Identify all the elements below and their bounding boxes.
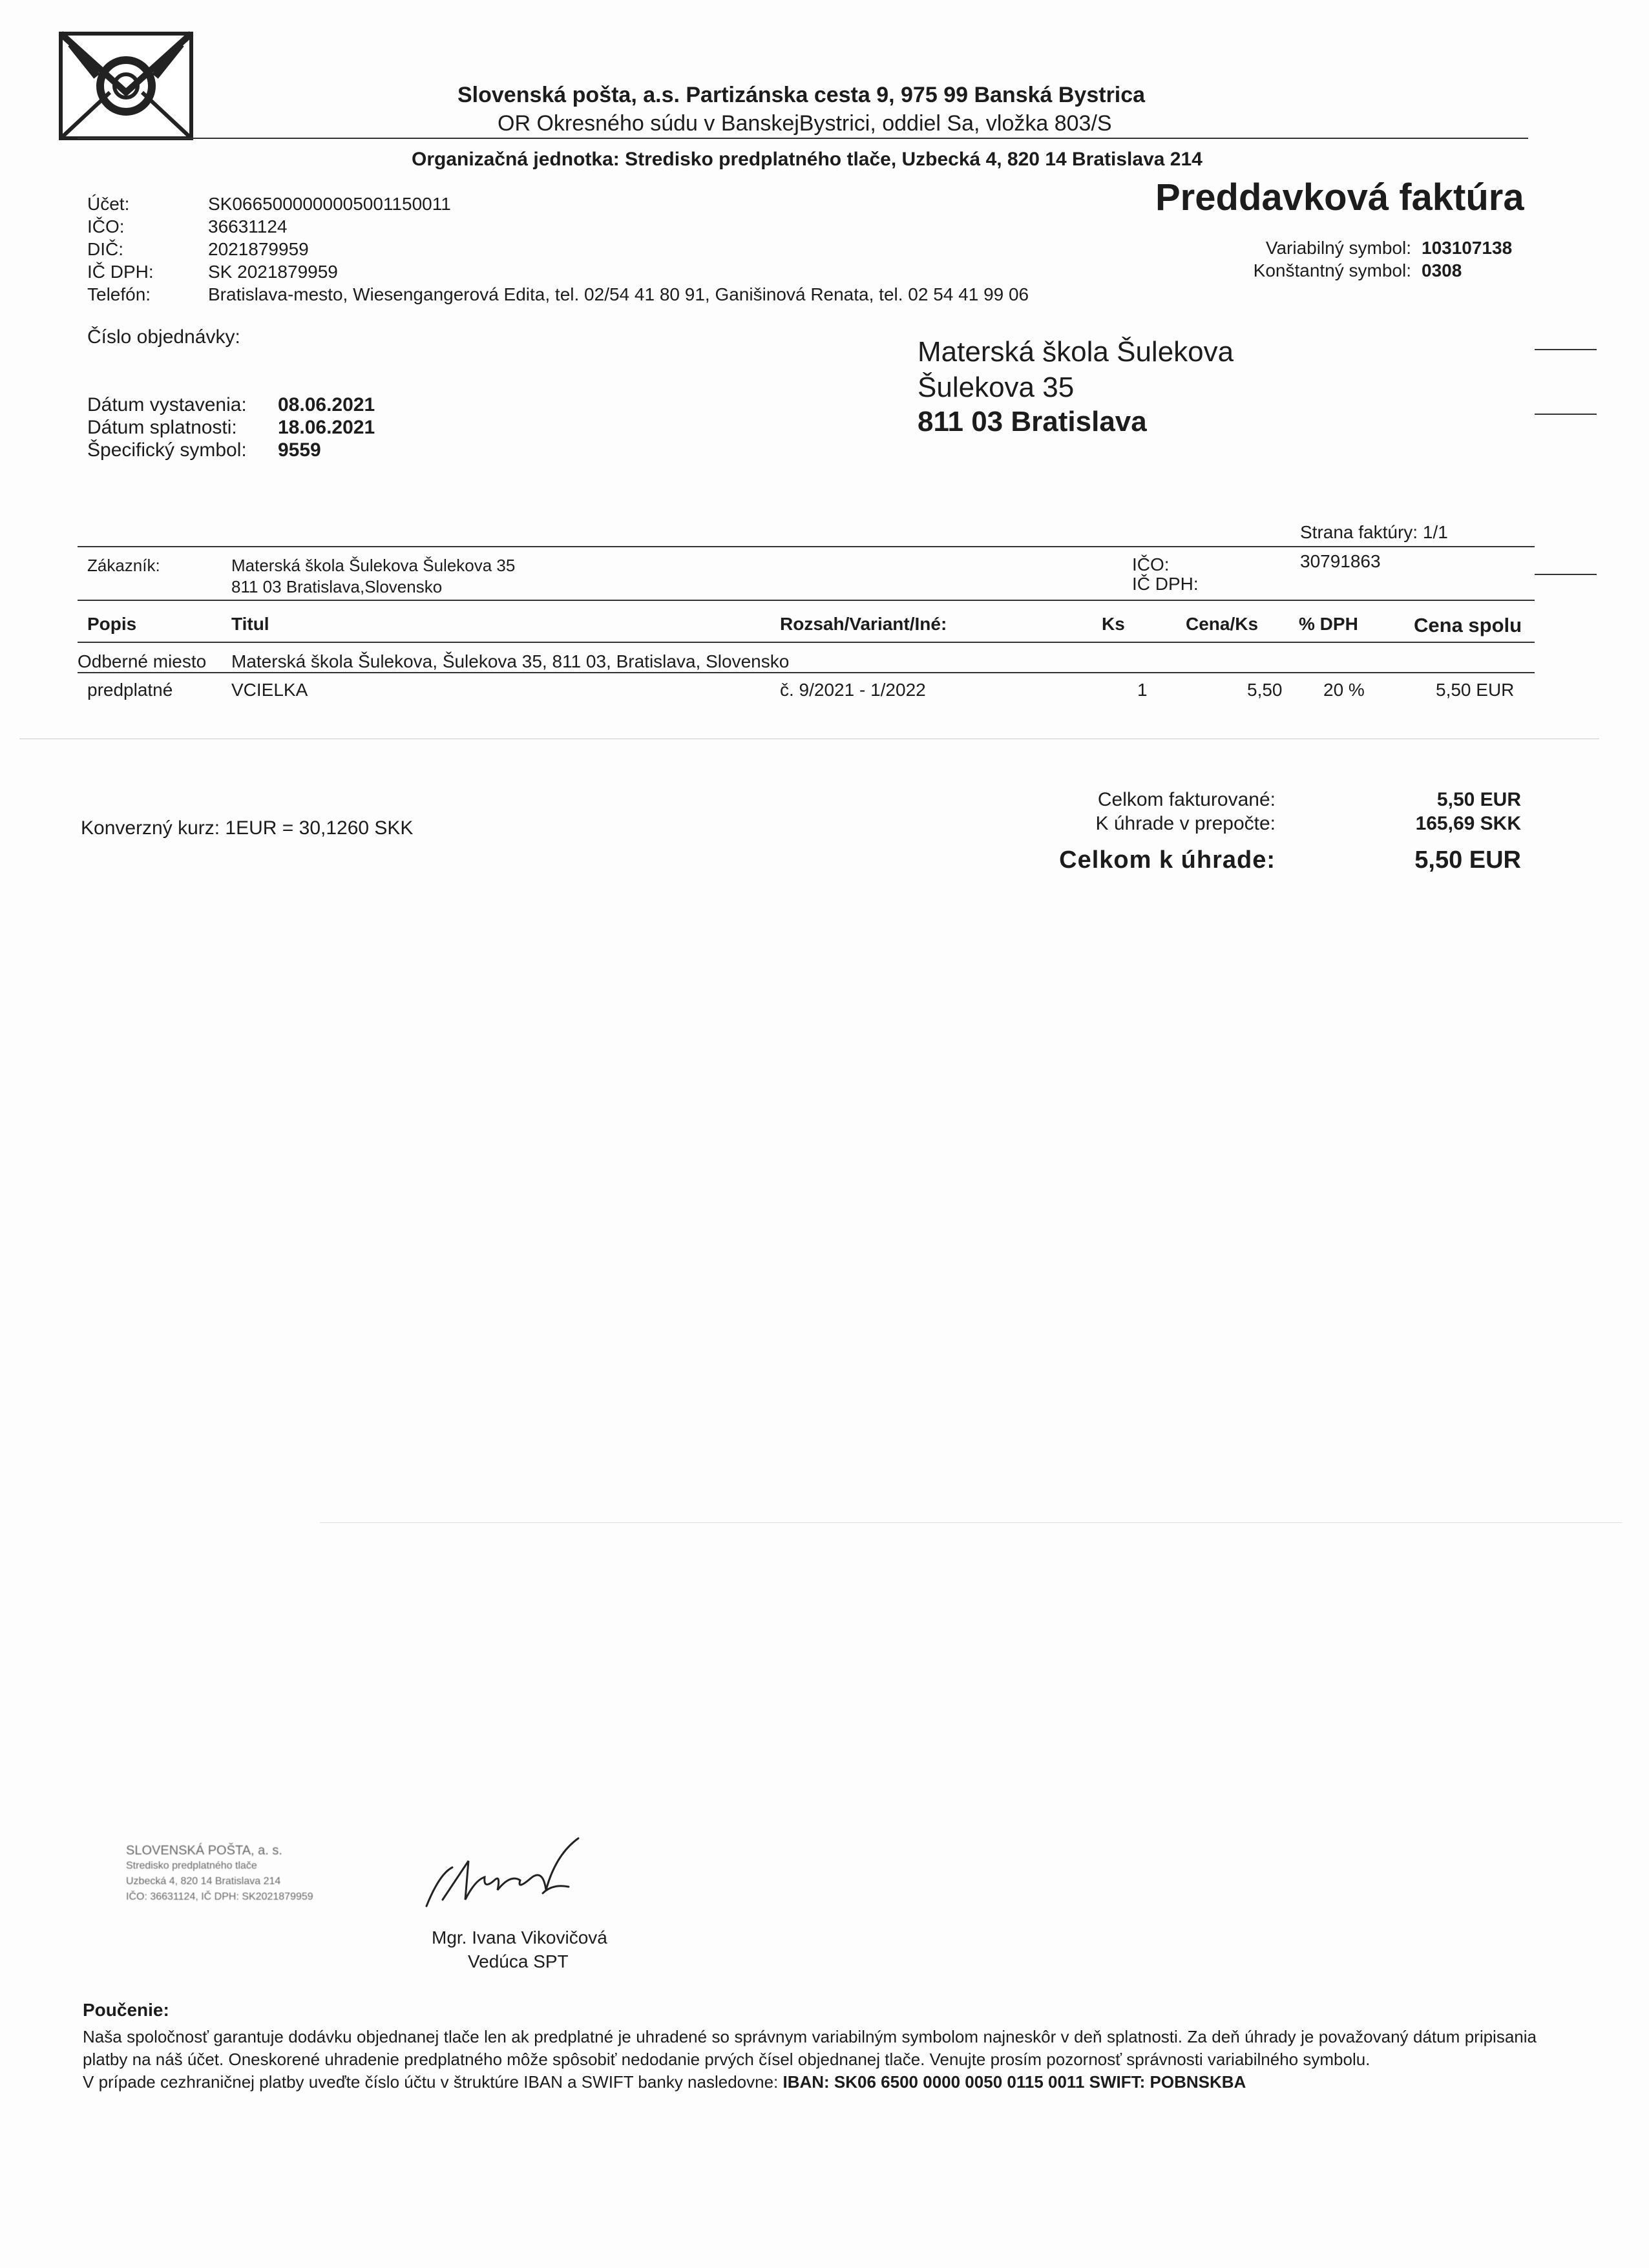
- conversion-rate: Konverzný kurz: 1EUR = 30,1260 SKK: [81, 817, 414, 839]
- delivery-value: Materská škola Šulekova, Šulekova 35, 811 03, Bratislava, Slovensko: [231, 651, 790, 671]
- customer-line2: 811 03 Bratislava,Slovensko: [231, 577, 443, 596]
- col-header-ks: Ks: [1102, 614, 1125, 634]
- invoiced-label: Celkom fakturované:: [1097, 789, 1276, 810]
- stamp-line1: SLOVENSKÁ POŠTA, a. s.: [126, 1843, 282, 1858]
- account-value: SK0665000000005001150011: [208, 194, 451, 214]
- posthorn-logo-icon: [58, 31, 194, 141]
- ico-value: 36631124: [208, 216, 288, 236]
- faint-scan-line: [320, 1522, 1622, 1523]
- recipient-name: Materská škola Šulekova: [918, 336, 1234, 368]
- delivery-label: Odberné miesto: [78, 651, 207, 671]
- stamp-line3: Uzbecká 4, 820 14 Bratislava 214: [126, 1876, 281, 1887]
- table-header-top-line: [78, 600, 1535, 601]
- customer-line1: Materská škola Šulekova Šulekova 35: [231, 556, 516, 575]
- row-ks: 1: [1137, 680, 1148, 700]
- notice-text: Naša spoločnosť garantuje dodávku objednanej tlače len ak predplatné je uhradené so správnym variabilným symbolom najneskôr v deň splatnosti. Za deň úhrady je považovaný dátum pripisania platby na náš účet. Oneskorené uhradenie predplatného môže spôsobiť nedodanie prvých čísel objednanej tlače. Venujte prosím pozornosť správnosti variabilného symbolu.: [83, 2027, 1537, 2069]
- customer-icdph-label: IČ DPH:: [1132, 574, 1199, 594]
- recipient-street: Šulekova 35: [918, 372, 1075, 403]
- specific-symbol-value: 9559: [278, 439, 321, 461]
- row-popis: predplatné: [87, 680, 173, 700]
- page-info: Strana faktúry: 1/1: [1300, 522, 1448, 542]
- customer-ico-value: 30791863: [1300, 551, 1381, 571]
- phone-label: Telefón:: [87, 284, 151, 304]
- company-stamp: [126, 1843, 378, 1920]
- customer-ico-label: IČO:: [1132, 554, 1170, 574]
- row-titul: VCIELKA: [231, 680, 308, 700]
- company-line: Slovenská pošta, a.s. Partizánska cesta 9, 975 99 Banská Bystrica: [457, 83, 1146, 107]
- document-title: Preddavková faktúra: [1155, 176, 1524, 218]
- notice-body: [83, 2026, 1537, 2094]
- notice-iban-swift: IBAN: SK06 6500 0000 0050 0115 0011 SWIFT: POBNSKBA: [782, 2072, 1246, 2092]
- col-header-titul: Titul: [231, 614, 269, 634]
- dic-value: 2021879959: [208, 239, 309, 259]
- signatory-role: Vedúca SPT: [468, 1951, 569, 1971]
- issue-date-label: Dátum vystavenia:: [87, 394, 247, 415]
- total-due-label: Celkom k úhrade:: [1059, 846, 1276, 874]
- order-number-label: Číslo objednávky:: [87, 326, 240, 348]
- invoiced-value: 5,50 EUR: [1436, 789, 1521, 810]
- stamp-line4: IČO: 36631124, IČ DPH: SK2021879959: [126, 1891, 313, 1902]
- total-due-value: 5,50 EUR: [1414, 846, 1521, 874]
- notice-iban-prefix: V prípade cezhraničnej platby uveďte číslo účtu v štruktúre IBAN a SWIFT banky nasledovne:: [83, 2072, 783, 2092]
- header-divider: [78, 138, 1528, 139]
- fold-mark-1: [1535, 349, 1597, 350]
- notice-title: Poučenie:: [83, 2000, 169, 2020]
- col-header-rozsah: Rozsah/Variant/Iné:: [780, 614, 947, 634]
- col-header-popis: Popis: [87, 614, 137, 634]
- phone-value: Bratislava-mesto, Wiesengangerová Edita, tel. 02/54 41 80 91, Ganišinová Renata, tel. 02 54 41 99 06: [208, 284, 1029, 304]
- ico-label: IČO:: [87, 216, 125, 236]
- specific-symbol-label: Špecifický symbol:: [87, 439, 247, 461]
- delivery-bottom-line: [78, 672, 1535, 673]
- handwritten-signature: [414, 1829, 607, 1926]
- due-date-label: Dátum splatnosti:: [87, 417, 237, 438]
- icdph-value: SK 2021879959: [208, 262, 338, 282]
- notice-payment-line: [83, 2071, 1537, 2094]
- account-label: Účet:: [87, 194, 130, 214]
- customer-label: Zákazník:: [87, 556, 160, 575]
- converted-label: K úhrade v prepočte:: [1095, 813, 1276, 834]
- due-date-value: 18.06.2021: [278, 417, 375, 438]
- issue-date-value: 08.06.2021: [278, 394, 375, 415]
- fold-mark-3: [1535, 574, 1597, 575]
- converted-value: 165,69 SKK: [1415, 813, 1521, 834]
- variable-symbol-label: Variabilný symbol:: [1265, 238, 1411, 258]
- customer-top-line: [78, 546, 1535, 547]
- recipient-city: 811 03 Bratislava: [918, 406, 1147, 437]
- variable-symbol-value: 103107138: [1422, 238, 1513, 258]
- col-header-dph: % DPH: [1299, 614, 1358, 634]
- stamp-line2: Stredisko predplatného tlače: [126, 1860, 257, 1871]
- icdph-label: IČ DPH:: [87, 262, 154, 282]
- org-unit-line: Organizačná jednotka: Stredisko predplatného tlače, Uzbecká 4, 820 14 Bratislava 214: [412, 149, 1203, 170]
- register-line: OR Okresného súdu v BanskejBystrici, oddiel Sa, vložka 803/S: [498, 111, 1112, 136]
- row-cena-spolu: 5,50 EUR: [1436, 680, 1515, 700]
- dic-label: DIČ:: [87, 239, 123, 259]
- row-dph: 20 %: [1323, 680, 1365, 700]
- table-header-bottom-line: [78, 642, 1535, 643]
- col-header-cena-ks: Cena/Ks: [1186, 614, 1259, 634]
- col-header-cena-spolu: Cena spolu: [1414, 614, 1522, 636]
- signatory-name: Mgr. Ivana Vikovičová: [432, 1927, 607, 1948]
- fold-mark-2: [1535, 414, 1597, 415]
- constant-symbol-value: 0308: [1422, 260, 1462, 280]
- constant-symbol-label: Konštantný symbol:: [1253, 260, 1411, 280]
- row-rozsah: č. 9/2021 - 1/2022: [780, 680, 926, 700]
- row-cena-ks: 5,50: [1247, 680, 1283, 700]
